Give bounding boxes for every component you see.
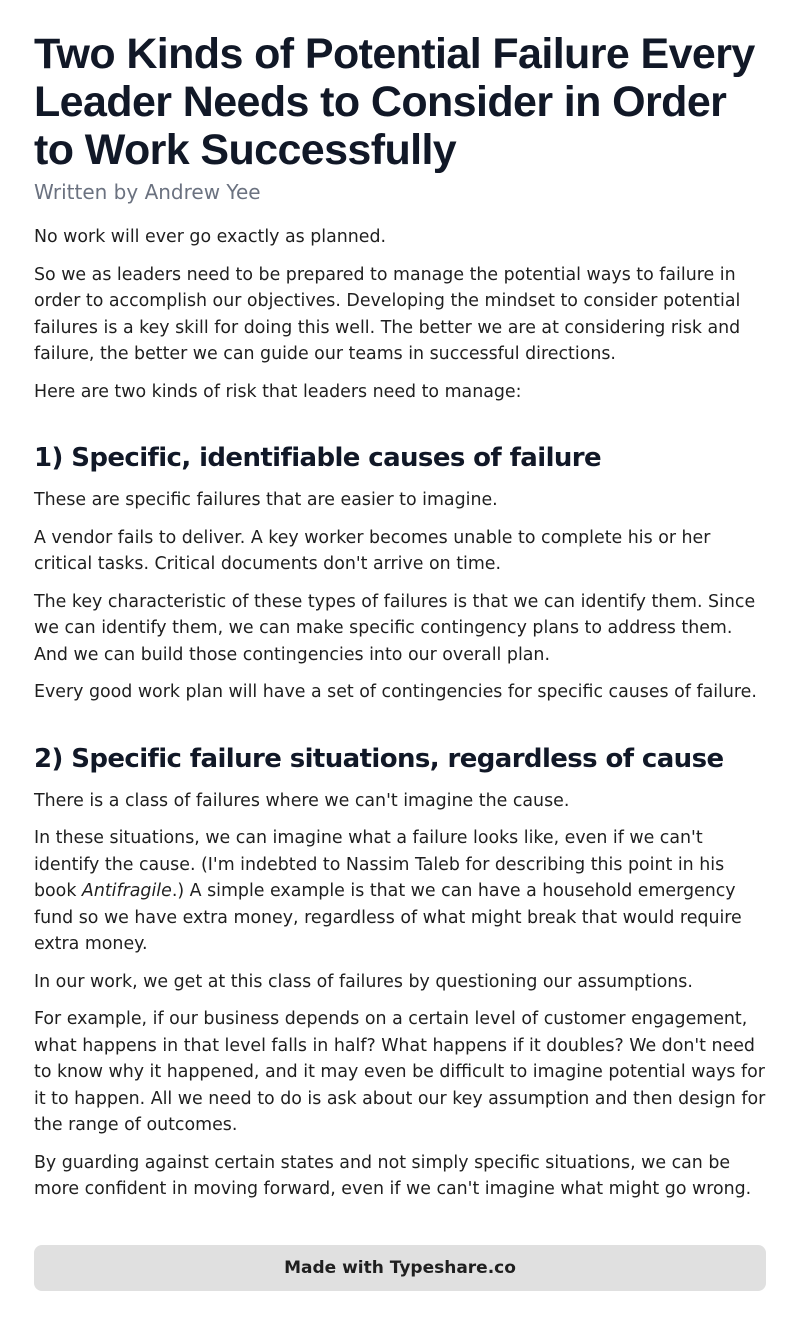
book-title: Antifragile [81,881,172,901]
section-2-paragraph: In our work, we get at this class of failures by questioning our assumptions. [34,971,693,992]
article-title: Two Kinds of Potential Failure Every Leader Needs to Consider in Order to Work Successfully [34,30,755,174]
section-2-paragraph [34,825,766,958]
section-2-paragraph: For example, if our business depends on a certain level of customer engagement, what happens in that level falls in half? What happens if it doubles? We don't need to know why it happened, and it may even be difficult to imagine potential ways for it to happen. All we need to do is ask about our key assumption and then design for the range of outcomes. [34,1009,766,1135]
section-1-paragraph: A vendor fails to deliver. A key worker becomes unable to complete his or her critical tasks. Critical documents don't arrive on time. [34,527,711,574]
intro-paragraph: So we as leaders need to be prepared to manage the potential ways to failure in order to accomplish our objectives. Developing the mindset to consider potential failures is a key skill for doing this well. The better we are at considering risk and failure, the better we can guide our teams in successful directions. [34,264,741,364]
article-byline: Written by Andrew Yee [34,180,261,204]
typeshare-footer-badge[interactable] [34,1245,766,1291]
section-2-heading: 2) Specific failure situations, regardless of cause [34,743,724,774]
intro-paragraph: No work will ever go exactly as planned. [34,227,387,247]
section-2-paragraph: By guarding against certain states and not simply specific situations, we can be more confident in moving forward, even if we can't imagine what might go wrong. [34,1152,752,1199]
paragraph-text: In these situations, we can imagine what a failure looks like, even if we can't identify the cause. (I'm indebted to Nassim Taleb for describing this point in his book [34,828,725,901]
section-1-heading: 1) Specific, identifiable causes of failure [34,443,602,473]
paragraph-text: .) A simple example is that we can have a household emergency fund so we have extra money, regardless of what might break that would require extra money. [34,881,742,954]
section-1-paragraph: These are specific failures that are easier to imagine. [34,490,498,510]
intro-paragraph: Here are two kinds of risk that leaders need to manage: [34,381,522,402]
footer-label: Made with Typeshare.co [284,1258,516,1278]
section-1-paragraph: The key characteristic of these types of failures is that we can identify them. Since we can identify them, we can make specific contingency plans to address them. And we can build those contingencies into our overall plan. [34,591,756,665]
section-2-paragraph: There is a class of failures where we can't imagine the cause. [34,790,570,811]
section-1-paragraph: Every good work plan will have a set of contingencies for specific causes of failure. [34,682,757,702]
